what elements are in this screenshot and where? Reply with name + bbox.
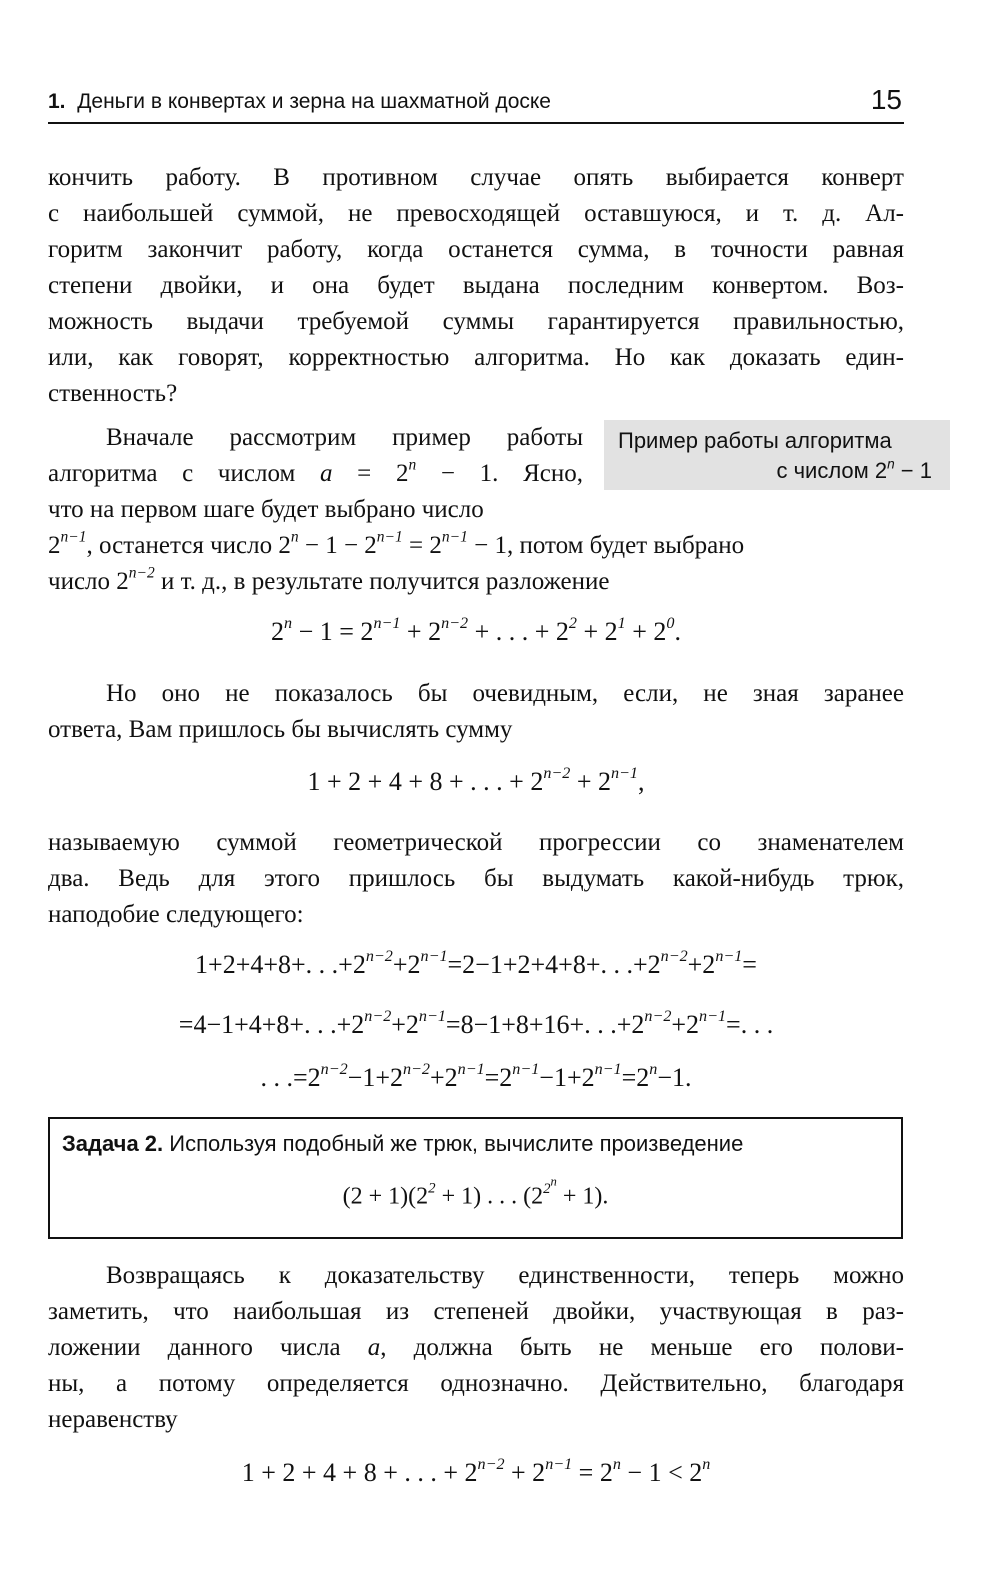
paragraph-2-narrow bbox=[48, 420, 583, 528]
text-line: неравенству bbox=[48, 1406, 178, 1433]
text-line: число $2^{n-2}$ и т. д., в результате получится разложение bbox=[48, 564, 610, 595]
text-line: Возвращаясь к доказательству единственности, теперь можно bbox=[106, 1262, 904, 1289]
text-line: ответа, Вам пришлось бы вычислять сумму bbox=[48, 716, 513, 743]
text-line: горитм закончит работу, когда останется сумма, в точности равная bbox=[48, 236, 904, 263]
text-line: ны, а потому определяется однозначно. Действительно, благодаря bbox=[48, 1370, 904, 1397]
text-line: Но оно не показалось бы очевидным, если, не зная заранее bbox=[106, 680, 904, 707]
formula-trick-line-3: . . $.=2^{n-2}-1+2^{n-2}+2^{n-1}=2^{n-1}-1+2^{n-1}=2^n-1$. bbox=[260, 1060, 692, 1092]
text-line: заметить, что наибольшая из степеней двойки, участвующая в раз- bbox=[48, 1298, 904, 1325]
paragraph-5 bbox=[48, 1258, 904, 1438]
chapter-title-text: Деньги в конвертах и зерна на шахматной доске bbox=[77, 90, 551, 113]
text-line: с наибольшей суммой, не превосходящей оставшуюся, и т. д. Ал- bbox=[48, 200, 904, 227]
task-statement: Задача 2. Используя подобный же трюк, вычислите произведение bbox=[62, 1131, 744, 1156]
page-number: 15 bbox=[870, 84, 902, 115]
formula-trick-line-1: 1+2+4+8+. . $.+2^{n-2}+2^{n-1}=2-1+2+4+8+$. . $.+2^{n-2}+2^{n-1}=$ bbox=[195, 947, 757, 979]
margin-note-line: с числом $2^n - 1$ bbox=[776, 456, 932, 483]
text-line: или, как говорят, корректностью алгоритма. Но как доказать един- bbox=[48, 344, 904, 371]
text-line: степени двойки, и она будет выдана последним конвертом. Воз- bbox=[48, 272, 904, 299]
text-line: два. Ведь для этого пришлось бы выдумать какой-нибудь трюк, bbox=[48, 865, 904, 892]
chapter-number: 1. bbox=[48, 90, 66, 113]
paragraph-4 bbox=[48, 825, 904, 933]
text-line: Вначале рассмотрим пример работы bbox=[106, 424, 583, 451]
formula-geometric-sum: 1 + 2 + 4 + 8 + . . . + $2^{n-2} + 2^{n-1}$, bbox=[307, 764, 645, 796]
running-header bbox=[48, 86, 904, 124]
paragraph-2-wide bbox=[48, 528, 904, 600]
text-line: $2^{n-1}$, останется число $2^n - 1 - 2^{n-1} = 2^{n-1} - 1$, потом будет выбрано bbox=[48, 528, 745, 559]
text-line: наподобие следующего: bbox=[48, 901, 304, 928]
formula-trick-line-2: =4−1+4+8+. . $.+2^{n-2}+2^{n-1}=8-1+8+16+$. . $.+2^{n-2}+2^{n-1}=$. . . bbox=[178, 1007, 774, 1039]
paragraph-1 bbox=[48, 160, 904, 412]
text-line: можность выдачи требуемой суммы гарантируется правильностью, bbox=[48, 308, 904, 335]
task-label: Задача 2. bbox=[62, 1131, 164, 1156]
text-line: ственность? bbox=[48, 380, 178, 407]
paragraph-3 bbox=[48, 676, 904, 748]
text-line: алгоритма с числом $a = 2^n - 1$. Ясно, bbox=[48, 456, 583, 487]
formula-inequality: 1 + 2 + 4 + 8 + . . . + $2^{n-2} + 2^{n-1} = 2^n - 1 < 2^n$ bbox=[241, 1455, 711, 1487]
task-formula: $(2 + 1)(2^2 + 1)$ . . . $(2^{2^n} + 1)$. bbox=[342, 1174, 609, 1210]
text-line: называемую суммой геометрической прогрессии со знаменателем bbox=[48, 829, 904, 856]
margin-note-line: Пример работы алгоритма bbox=[618, 428, 892, 453]
formula-decomposition: $2^n - 1 = 2^{n-1} + 2^{n-2}$ + . . . + $2^2 + 2^1 + 2^0$. bbox=[271, 614, 681, 646]
task-box bbox=[48, 1117, 903, 1239]
text-line: кончить работу. В противном случае опять выбирается конверт bbox=[48, 164, 904, 191]
text-line: что на первом шаге будет выбрано число bbox=[48, 496, 484, 523]
chapter-title bbox=[48, 90, 551, 114]
text-line: ложении данного числа a, должна быть не меньше его полови- bbox=[48, 1334, 904, 1361]
margin-note bbox=[604, 420, 950, 490]
